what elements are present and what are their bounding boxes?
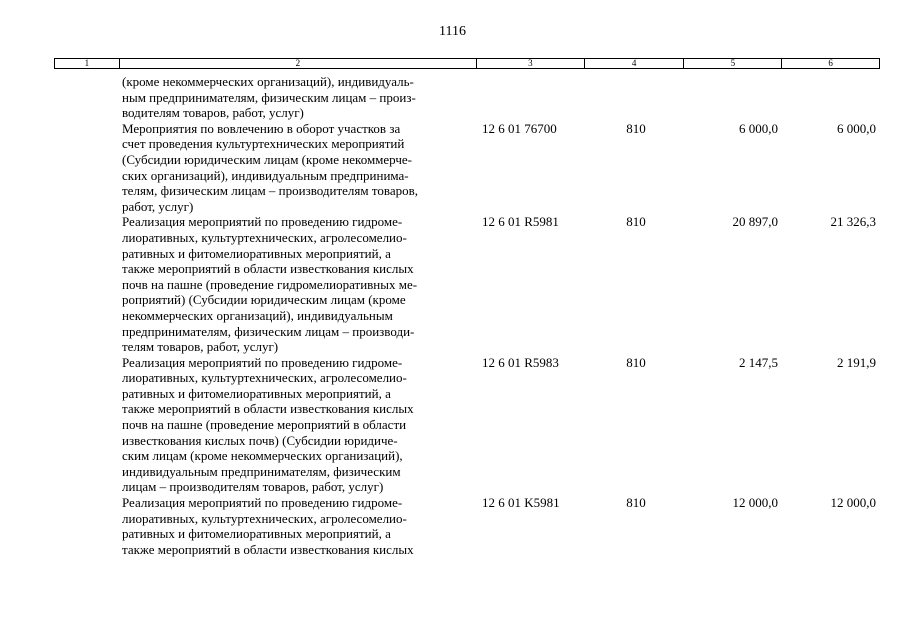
row-number-cell	[54, 121, 118, 215]
table-row	[54, 121, 880, 215]
description-line: лицам – производителям товаров, работ, услуг)	[122, 479, 384, 495]
description-line: также мероприятий в области известкования кислых	[122, 401, 414, 417]
column-header-2: 2	[119, 59, 476, 68]
row-value-2: 21 326,3	[830, 214, 876, 230]
row-value-2: 2 191,9	[837, 354, 876, 370]
row-number-cell	[54, 495, 118, 557]
row-value-2: 12 000,0	[830, 495, 876, 511]
description-line: (кроме некоммерческих организаций), индивидуаль-	[122, 74, 414, 89]
description-line: счет проведения культуртехнических мероприятий	[122, 136, 405, 152]
column-header-6: 6	[781, 59, 879, 68]
description-line: лиоративных, культуртехнических, агролесомелио-	[122, 370, 407, 386]
column-header-3: 3	[476, 59, 584, 68]
row-value-1: 2 147,5	[739, 354, 778, 370]
row-description	[118, 74, 476, 121]
table-header	[54, 58, 880, 69]
row-type: 810	[626, 214, 646, 230]
row-value-1: 6 000,0	[739, 120, 778, 136]
description-line: предпринимателям, физическим лицам – производи-	[122, 323, 415, 339]
table-row	[54, 214, 880, 354]
description-line: работ, услуг)	[122, 198, 194, 214]
description-line: ских организаций), индивидуальным предпринима-	[122, 167, 409, 183]
row-type	[584, 74, 684, 121]
table-body	[54, 74, 880, 557]
row-code: 12 6 01 76700	[482, 120, 557, 136]
row-value-1: 20 897,0	[732, 214, 778, 230]
description-line: также мероприятий в области известкования кислых	[122, 261, 414, 277]
row-description	[118, 121, 476, 215]
column-header-4: 4	[584, 59, 684, 68]
row-number-cell	[54, 74, 118, 121]
description-line: (Субсидии юридическим лицам (кроме некоммерче-	[122, 151, 412, 167]
description-line: ративных и фитомелиоративных мероприятий, а	[122, 245, 391, 261]
description-line: Реализация мероприятий по проведению гидроме-	[122, 214, 403, 230]
description-line: лиоративных, культуртехнических, агролесомелио-	[122, 510, 407, 526]
description-line: почв на пашне (проведение гидромелиоративных ме-	[122, 276, 418, 292]
table-row	[54, 495, 880, 557]
row-value-2	[782, 74, 880, 121]
description-line: лиоративных, культуртехнических, агролесомелио-	[122, 229, 407, 245]
description-line: ным предпринимателям, физическим лицам – произ-	[122, 89, 416, 105]
description-line: Мероприятия по вовлечению в оборот участков за	[122, 120, 401, 136]
row-value-1: 12 000,0	[732, 495, 778, 511]
page-number: 1116	[439, 24, 466, 39]
row-type: 810	[626, 495, 646, 511]
table-row	[54, 74, 880, 121]
description-line: почв на пашне (проведение мероприятий в области	[122, 417, 407, 433]
description-line: некоммерческих организаций), индивидуальным	[122, 307, 393, 323]
row-type: 810	[626, 120, 646, 136]
column-header-5: 5	[683, 59, 781, 68]
row-type: 810	[626, 354, 646, 370]
row-number-cell	[54, 355, 118, 495]
column-header-1: 1	[84, 58, 90, 68]
description-line: также мероприятий в области известкования кислых	[122, 541, 414, 557]
description-line: ративных и фитомелиоративных мероприятий, а	[122, 526, 391, 542]
row-code: 12 6 01 R5981	[482, 214, 559, 230]
row-value-1	[684, 74, 782, 121]
row-description	[118, 495, 476, 557]
row-description	[118, 355, 476, 495]
description-line: Реализация мероприятий по проведению гидроме-	[122, 495, 403, 511]
description-line: телям, физическим лицам – производителям товаров,	[122, 183, 418, 199]
description-line: водителям товаров, работ, услуг)	[122, 105, 304, 121]
row-code: 12 6 01 K5981	[482, 495, 560, 511]
description-line: роприятий) (Субсидии юридическим лицам (кроме	[122, 292, 406, 308]
row-value-2: 6 000,0	[837, 120, 876, 136]
description-line: ративных и фитомелиоративных мероприятий, а	[122, 385, 391, 401]
description-line: телям товаров, работ, услуг)	[122, 339, 279, 355]
row-number-cell	[54, 214, 118, 354]
description-line: индивидуальным предпринимателям, физическим	[122, 463, 401, 479]
table-row	[54, 355, 880, 495]
description-line: Реализация мероприятий по проведению гидроме-	[122, 354, 403, 370]
row-code	[476, 74, 584, 121]
row-code: 12 6 01 R5983	[482, 354, 559, 370]
description-line: известкования кислых почв) (Субсидии юридиче-	[122, 432, 398, 448]
row-description	[118, 214, 476, 354]
description-line: ским лицам (кроме некоммерческих организаций),	[122, 448, 403, 464]
